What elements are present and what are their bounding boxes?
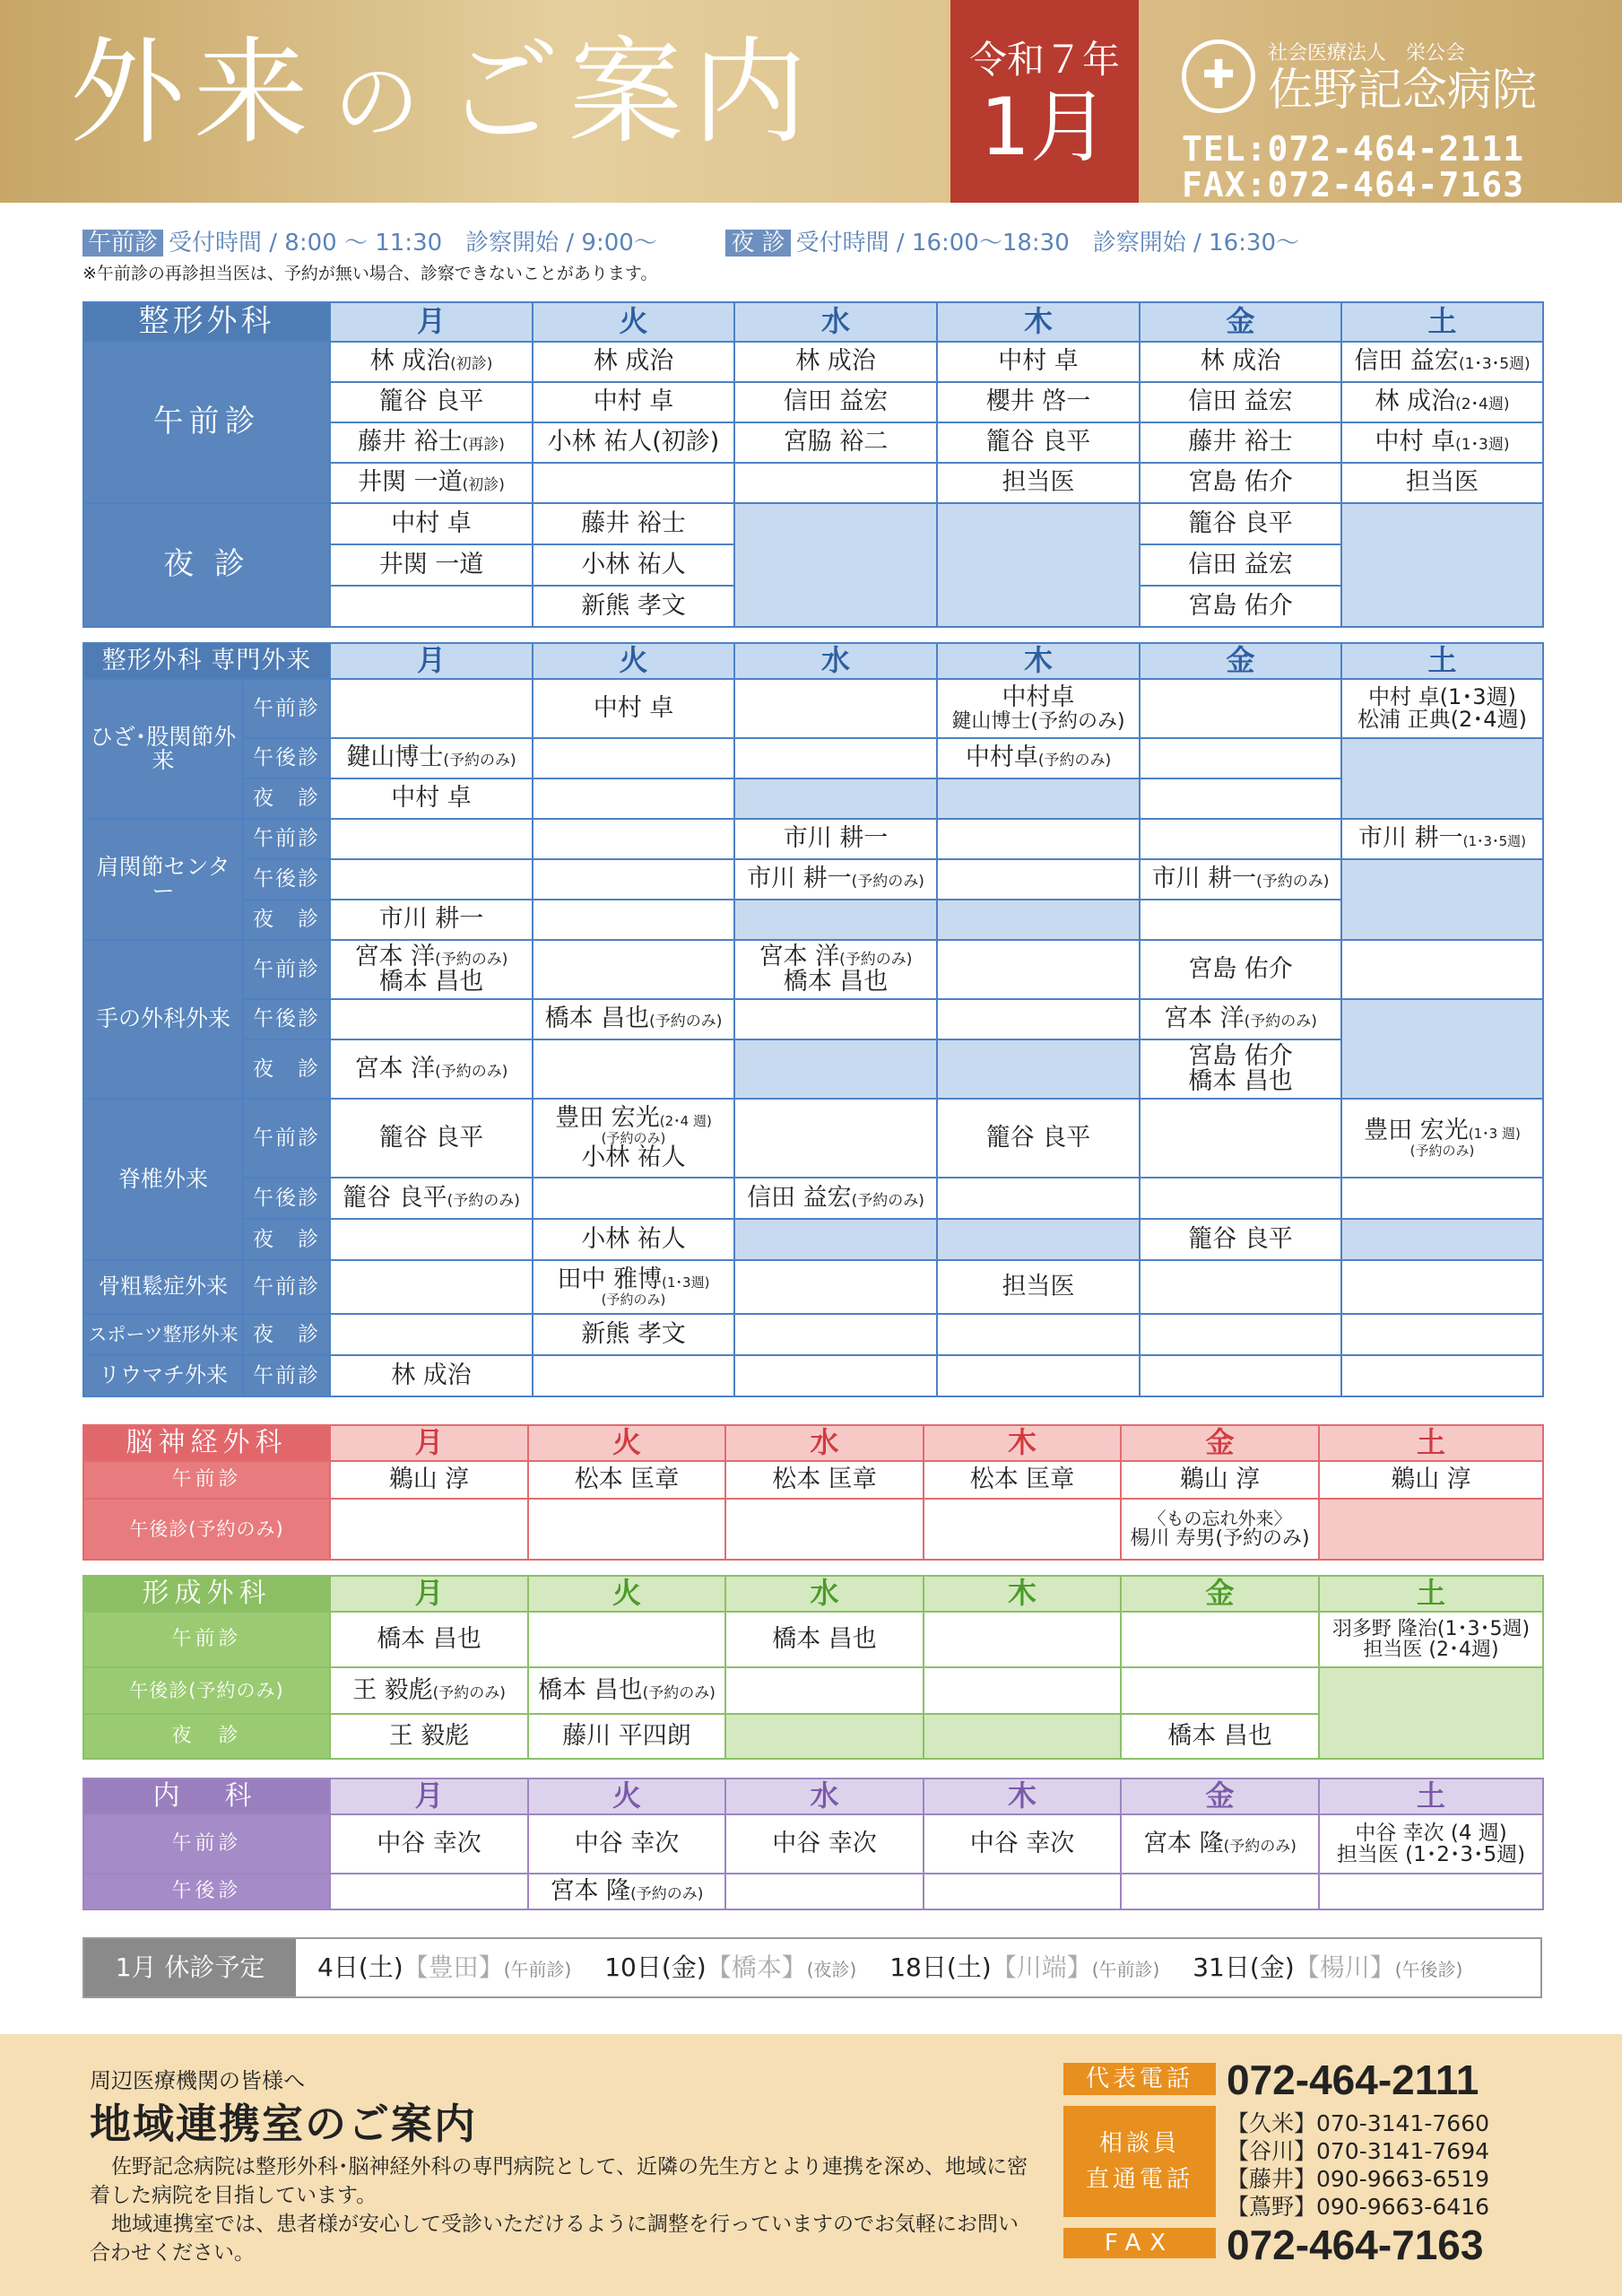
table-cell: 藤井 裕士 [533,503,734,544]
table-cell [1341,1355,1543,1396]
table-cell [734,1219,937,1260]
table-cell [937,819,1140,859]
reception-note: ※午前診の再診担当医は、予約が無い場合、診察できないことがあります。 [82,264,658,283]
table-cell: 宮脇 裕二 [734,422,937,463]
table-cell [734,503,937,627]
closure-item: 4日(土)【豊田】(午前診) [317,1952,572,1982]
table-cell: 担当医 [937,463,1140,503]
table-cell [734,1260,937,1314]
table-cell [1341,1219,1543,1260]
table-cell: 鵜山 淳 [1319,1461,1543,1499]
table-cell: 水 [725,1425,924,1461]
era-label: 令和７年 [968,38,1120,82]
tel-number: TEL:072-464-2111 [1182,129,1525,169]
table-cell: 午前診 [243,679,330,738]
table-cell: 宮本 洋(予約のみ) [330,1039,533,1099]
table-cell: 橋本 昌也 [330,1612,528,1667]
table-cell [533,778,734,819]
table-cell [734,1099,937,1178]
table-cell [924,1499,1121,1560]
table-cell [937,1314,1140,1355]
table-cell: 午後診 [243,859,330,900]
table-cell [1341,940,1543,999]
table-cell: 夜 診 [243,900,330,940]
table-cell: 夜 診 [243,778,330,819]
table-cell: 月 [330,302,533,342]
table-cell: 市川 耕一(1･3･5週) [1341,819,1543,859]
table-cell: 中村 卓 [533,382,734,422]
table-cell: 土 [1319,1576,1543,1612]
table-cell [330,999,533,1039]
table-cell [1341,503,1543,627]
table-cell: 午前診 [243,1099,330,1178]
table-cell: 中谷 幸次 [924,1814,1121,1874]
table-cell: 木 [924,1779,1121,1814]
table-cell: 木 [937,643,1140,679]
table-cell: 月 [330,1779,528,1814]
table-cell: 新熊 孝文 [533,1314,734,1355]
closure-schedule: 1月 休診予定 4日(土)【豊田】(午前診) 10日(金)【橋本】(夜診) 18日(土)【川端】(午前診) 31日(金)【楊川】(午後診) [82,1937,1542,1998]
table-cell: 土 [1341,643,1543,679]
table-cell [1319,1874,1543,1909]
table-cell [937,900,1140,940]
table-cell: 木 [937,302,1140,342]
table-cell: 藤井 裕士 [1140,422,1341,463]
hospital-name: 佐野記念病院 [1268,64,1537,116]
table-cell: 夜 診 [243,1039,330,1099]
table-cell: 中谷 幸次 [725,1814,924,1874]
ortho-am-label: 午前診 [83,342,330,503]
date-box [950,0,1139,203]
table-cell: 火 [533,643,734,679]
table-cell: 夜 診 [243,1314,330,1355]
closure-item: 31日(金)【楊川】(午後診) [1193,1952,1463,1982]
table-cell [1140,778,1341,819]
table-cell [533,900,734,940]
table-cell: 担当医 [937,1260,1140,1314]
table-cell: 中村 卓 [330,503,533,544]
table-cell [330,1499,528,1560]
table-cell: 宮本 隆(予約のみ) [1121,1814,1319,1874]
table-cell: 中谷 幸次 [528,1814,725,1874]
table-cell: 宮本 隆(予約のみ) [528,1874,725,1909]
table-cell: 宮本 洋(予約のみ) [1140,999,1341,1039]
table-cell [1121,1874,1319,1909]
hand-clinic-label: 手の外科外来 [83,940,243,1099]
table-cell [528,1499,725,1560]
table-cell: 小林 祐人 [533,544,734,586]
table-cell: 夜 診 [243,1219,330,1260]
table-cell: 籠谷 良平 [330,382,533,422]
table-cell: 中村 卓 [533,679,734,738]
closure-item: 10日(金)【橋本】(夜診) [604,1952,857,1982]
table-cell: 新熊 孝文 [533,586,734,627]
table-cell: リウマチ外来 [83,1355,243,1396]
table-cell [1341,1178,1543,1219]
table-cell [533,463,734,503]
table-cell: 水 [725,1576,924,1612]
table-cell [734,900,937,940]
table-cell [1140,679,1341,738]
table-cell: 月 [330,1425,528,1461]
table-cell: 水 [734,643,937,679]
table-cell: 形成外科 [83,1576,330,1612]
table-cell [533,1039,734,1099]
footer-liaison: 周辺医療機関の皆様へ 地域連携室のご案内 佐野記念病院は整形外科･脳神経外科の専門病院として、近隣の先生方とより連携を深め、地域に密着した病院を目指しています。 地域連携室では、患者様が安心して受診いただけるように調整を行っていますのでお気軽にお問い合わせください。 代表電話 072-464-2111 相談員 直通電話 【久米】070-3141-7660 【谷川】070-3141-7694 【藤井】090-9663-6519 【蔦野】090-9663-6416 FAX 072-464-7163 [0,2034,1622,2296]
table-cell: 午前診 [243,1355,330,1396]
table-cell: 籠谷 良平 [330,1099,533,1178]
table-cell: 林 成治 [330,1355,533,1396]
table-cell: 骨粗鬆症外来 [83,1260,243,1314]
table-cell [1341,1314,1543,1355]
liaison-description: 佐野記念病院は整形外科･脳神経外科の専門病院として、近隣の先生方とより連携を深め、地域に密着した病院を目指しています。 地域連携室では、患者様が安心して受診いただけるように調整を行っていますのでお気軽にお問い合わせください。 [90,2155,1028,2265]
table-cell: 脳神経外科 [83,1425,330,1461]
table-cell [937,999,1140,1039]
table-cell: 中村 卓(1･3週) 松浦 正典(2･4週) [1341,679,1543,738]
table-cell [734,738,937,778]
table-cell: 市川 耕一 [330,900,533,940]
table-cell: 宮島 佑介 橋本 昌也 [1140,1039,1341,1099]
table-cell: 市川 耕一(予約のみ) [1140,859,1341,900]
table-cell: 松本 匡章 [528,1461,725,1499]
hospital-info [1182,38,1537,203]
fax-number: FAX:072-464-7163 [1182,165,1525,204]
table-cell [330,1314,533,1355]
table-cell: 木 [924,1576,1121,1612]
ortho-table [82,301,1544,628]
table-cell: 火 [528,1779,725,1814]
table-cell: 松本 匡章 [924,1461,1121,1499]
table-cell: 橋本 昌也(予約のみ) [528,1667,725,1714]
closure-item: 18日(土)【川端】(午前診) [889,1952,1160,1982]
table-cell: 中村 卓(1･3週) [1341,422,1543,463]
table-cell: 水 [725,1779,924,1814]
table-cell: 籠谷 良平 [1140,503,1341,544]
table-cell: 木 [924,1425,1121,1461]
table-cell: 午後診(予約のみ) [83,1667,330,1714]
hospital-logo-icon: ✚ [1182,39,1255,113]
table-cell [533,1178,734,1219]
table-cell: 午前診 [83,1612,330,1667]
table-cell [1140,819,1341,859]
table-cell [1341,738,1543,819]
table-cell: 金 [1121,1576,1319,1612]
table-cell: 午後診 [83,1874,330,1909]
table-cell [924,1667,1121,1714]
table-cell [330,586,533,627]
table-cell: 信田 益宏 [734,382,937,422]
table-cell: 〈もの忘れ外来〉 楊川 寿男(予約のみ) [1121,1499,1319,1560]
table-cell: 藤井 裕士(再診) [330,422,533,463]
table-cell [1121,1612,1319,1667]
table-cell: 林 成治 [533,342,734,382]
table-cell: 午後診(予約のみ) [83,1499,330,1560]
table-cell: 金 [1121,1779,1319,1814]
corp-name: 社会医療法人 栄公会 [1268,42,1466,65]
table-cell [937,778,1140,819]
table-cell: 鵜山 淳 [1121,1461,1319,1499]
table-cell: 水 [734,302,937,342]
table-cell [937,1355,1140,1396]
table-cell: 鍵山博士(予約のみ) [330,738,533,778]
table-cell: 午後診 [243,1178,330,1219]
table-cell: 信田 益宏 [1140,544,1341,586]
table-cell: 信田 益宏(1･3･5週) [1341,342,1543,382]
table-cell [330,859,533,900]
table-cell: 整形外科 専門外来 [83,643,330,679]
table-cell: 信田 益宏 [1140,382,1341,422]
table-cell: 火 [528,1576,725,1612]
month-label: 1月 [980,81,1109,173]
table-cell: 土 [1319,1779,1543,1814]
table-cell [1341,859,1543,940]
table-cell [330,819,533,859]
table-cell [725,1714,924,1759]
table-cell [734,1355,937,1396]
table-cell [1140,900,1341,940]
table-cell: 林 成治 [734,342,937,382]
table-cell: 午前診 [243,819,330,859]
header-banner [0,0,1622,203]
page-title: 外来 の ご案内 [70,26,817,160]
table-cell: 籠谷 良平 [937,1099,1140,1178]
ortho-night-label: 夜 診 [83,503,330,627]
table-cell: 中村卓(予約のみ) [937,738,1140,778]
table-cell: 林 成治(2･4週) [1341,382,1543,422]
table-cell: 王 毅彪(予約のみ) [330,1667,528,1714]
table-cell [1121,1667,1319,1714]
table-cell [734,1039,937,1099]
table-cell [937,1039,1140,1099]
table-cell [937,1178,1140,1219]
reception-hours: 午前診 受付時間 / 8:00 〜 11:30 診察開始 / 9:00〜 夜 診 受付時間 / 16:00〜18:30 診察開始 / 16:30〜 [82,224,1299,257]
table-cell: 小林 祐人 [533,1219,734,1260]
table-cell: 豊田 宏光(2･4 週) (予約のみ) 小林 祐人 [533,1099,734,1178]
rep-phone: 072-464-2111 [1227,2057,1479,2103]
table-cell: 田中 雅博(1･3週) (予約のみ) [533,1260,734,1314]
table-cell: 金 [1121,1425,1319,1461]
table-cell [1140,1099,1341,1178]
table-cell: 午前診 [83,1461,330,1499]
table-cell: 井関 一道 [330,544,533,586]
table-cell [734,679,937,738]
table-cell: 橋本 昌也(予約のみ) [533,999,734,1039]
table-cell: 火 [528,1425,725,1461]
liaison-title: 地域連携室のご案内 [90,2100,477,2148]
table-cell: 鵜山 淳 [330,1461,528,1499]
spine-clinic-label: 脊椎外来 [83,1099,243,1260]
table-cell: 月 [330,643,533,679]
table-cell: 金 [1140,643,1341,679]
table-cell [533,738,734,778]
table-cell: 夜 診 [83,1714,330,1759]
table-cell [528,1612,725,1667]
table-cell [330,1219,533,1260]
table-cell: 午後診 [243,999,330,1039]
table-cell: 午前診 [243,940,330,999]
table-cell [533,859,734,900]
table-cell: 午前診 [83,1814,330,1874]
table-cell [330,1874,528,1909]
table-cell [734,778,937,819]
fax-phone: 072-464-7163 [1227,2222,1484,2268]
table-cell: 金 [1140,302,1341,342]
table-cell [1140,1355,1341,1396]
neuro-table [82,1424,1544,1561]
table-cell: 王 毅彪 [330,1714,528,1759]
table-cell: 信田 益宏(予約のみ) [734,1178,937,1219]
table-cell: 午後診 [243,738,330,778]
table-cell: 羽多野 隆治(1･3･5週) 担当医 (2･4週) [1319,1612,1543,1667]
table-cell: 松本 匡章 [725,1461,924,1499]
shoulder-center-label: 肩関節センター [83,819,243,940]
table-cell: 午前診 [243,1260,330,1314]
specialty-table [82,642,1544,1397]
table-cell: 月 [330,1576,528,1612]
table-cell: 宮島 佑介 [1140,463,1341,503]
table-cell: 火 [533,302,734,342]
table-cell: 籠谷 良平(予約のみ) [330,1178,533,1219]
table-cell [937,1219,1140,1260]
table-cell [725,1874,924,1909]
table-cell [533,1355,734,1396]
table-cell: 中村卓 鍵山博士(予約のみ) [937,679,1140,738]
table-cell: 内 科 [83,1779,330,1814]
table-cell: 中谷 幸次 [330,1814,528,1874]
table-cell [1341,1260,1543,1314]
table-cell: スポーツ整形外来 [83,1314,243,1355]
table-cell [1140,1314,1341,1355]
table-cell [1319,1499,1543,1560]
table-cell: 井関 一道(初診) [330,463,533,503]
table-cell: 土 [1341,302,1543,342]
table-cell [1140,738,1341,778]
table-cell [725,1499,924,1560]
knee-clinic-label: ひざ･股関節外来 [83,679,243,819]
table-cell: 小林 祐人(初診) [533,422,734,463]
table-cell: 市川 耕一(予約のみ) [734,859,937,900]
table-cell: 橋本 昌也 [725,1612,924,1667]
table-cell: 市川 耕一 [734,819,937,859]
table-cell: 藤川 平四朗 [528,1714,725,1759]
table-cell: 宮島 佑介 [1140,586,1341,627]
internal-table [82,1778,1544,1910]
plastic-table [82,1575,1544,1760]
table-cell [1140,1178,1341,1219]
table-cell [924,1874,1121,1909]
table-cell: 土 [1319,1425,1543,1461]
table-cell: 籠谷 良平 [937,422,1140,463]
table-cell: 籠谷 良平 [1140,1219,1341,1260]
table-cell [330,1260,533,1314]
table-cell: 宮島 佑介 [1140,940,1341,999]
table-cell [734,463,937,503]
table-cell [725,1667,924,1714]
table-cell [1341,999,1543,1099]
table-cell: 中谷 幸次 (4 週) 担当医 (1･2･3･5週) [1319,1814,1543,1874]
table-cell [937,503,1140,627]
table-cell [1319,1667,1543,1759]
table-cell [1140,1260,1341,1314]
table-cell [533,940,734,999]
table-cell: 櫻井 啓一 [937,382,1140,422]
table-cell [330,679,533,738]
table-cell [533,819,734,859]
table-cell [734,999,937,1039]
table-cell: 橋本 昌也 [1121,1714,1319,1759]
table-cell: 林 成治 [1140,342,1341,382]
table-cell: 担当医 [1341,463,1543,503]
table-cell [924,1714,1121,1759]
ortho-title: 整形外科 [83,302,330,342]
table-cell: 宮本 洋(予約のみ) 橋本 昌也 [330,940,533,999]
table-cell: 宮本 洋(予約のみ) 橋本 昌也 [734,940,937,999]
table-cell: 中村 卓 [937,342,1140,382]
table-cell [937,859,1140,900]
table-cell [924,1612,1121,1667]
table-cell [937,940,1140,999]
table-cell: 中村 卓 [330,778,533,819]
table-cell [734,1314,937,1355]
table-cell: 豊田 宏光(1･3 週) (予約のみ) [1341,1099,1543,1178]
table-cell: 林 成治(初診) [330,342,533,382]
